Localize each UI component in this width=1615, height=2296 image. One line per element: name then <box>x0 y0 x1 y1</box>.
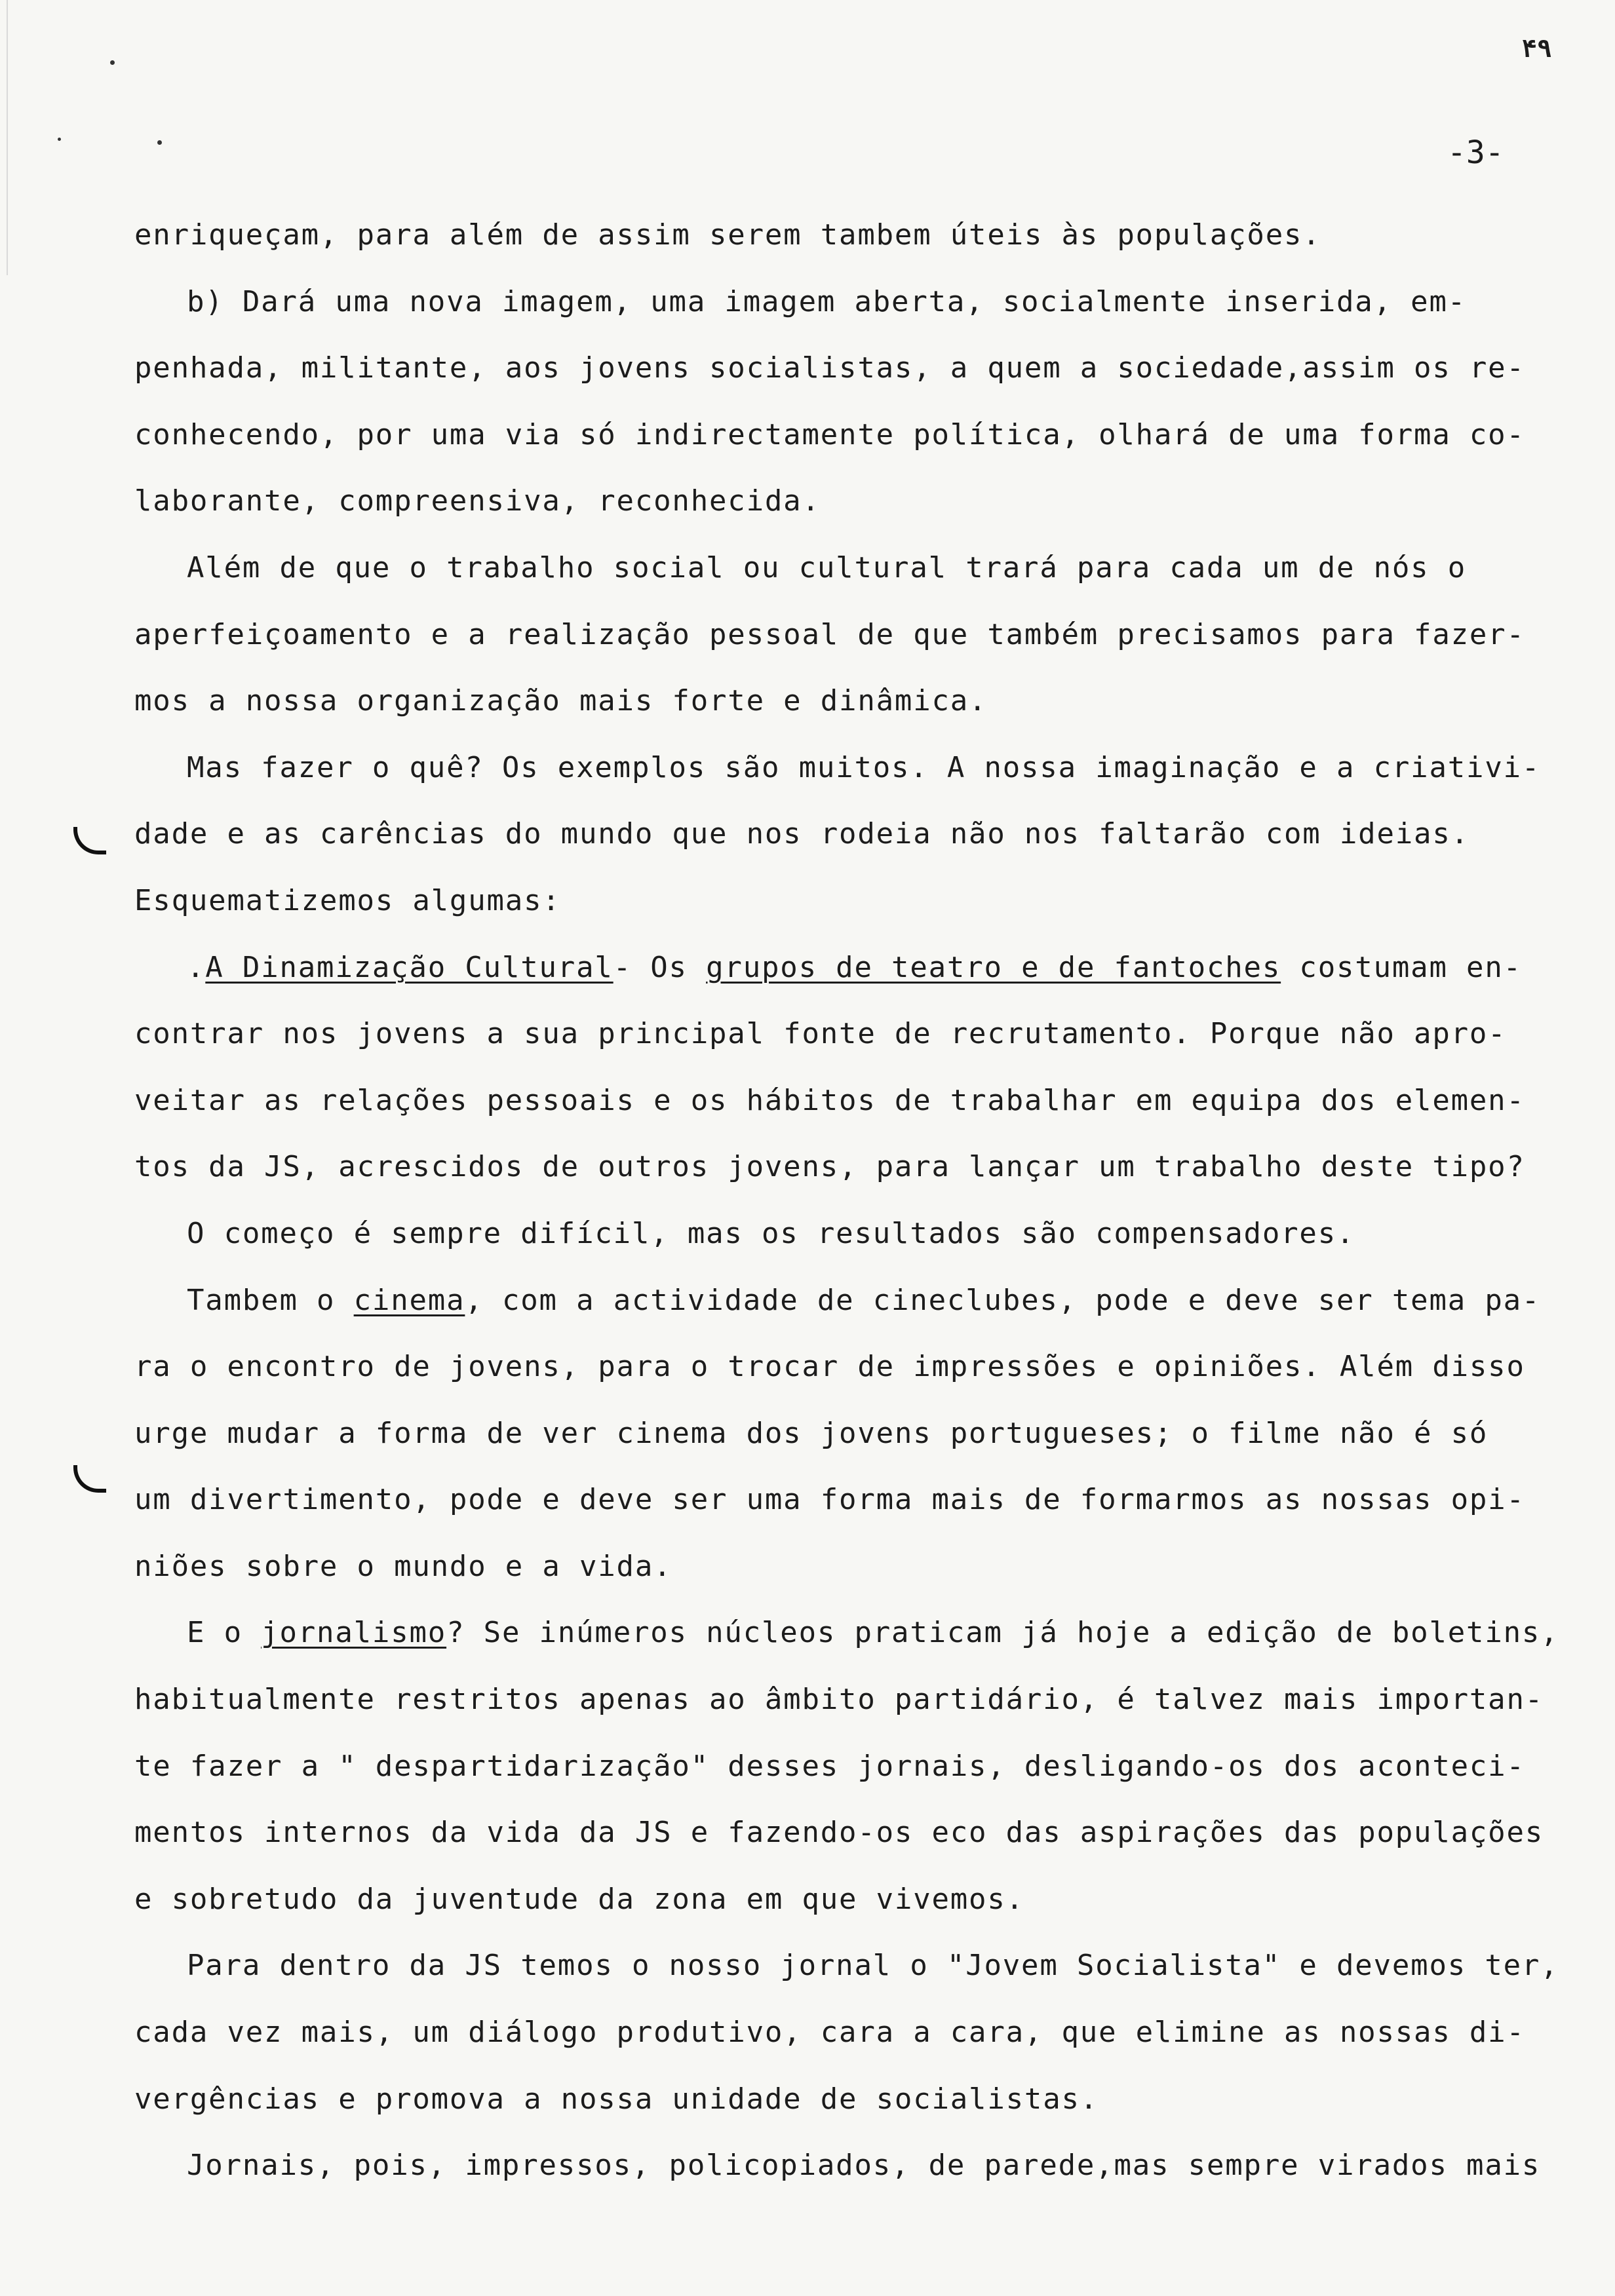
underlined-phrase: jornalismo <box>261 1616 447 1650</box>
text-line: tos da JS, acrescidos de outros jovens, para lançar um trabalho deste tipo? <box>134 1150 1525 1184</box>
text-line: veitar as relações pessoais e os hábitos de trabalhar em equipa dos elemen- <box>134 1083 1525 1117</box>
text-line: niões sobre o mundo e a vida. <box>134 1549 672 1583</box>
text-line: Esquematizemos algumas: <box>134 883 561 917</box>
text-line: b) Dará uma nova imagem, uma imagem aberta, socialmente inserida, em- <box>187 284 1467 318</box>
text-line: laborante, compreensiva, reconhecida. <box>134 484 821 518</box>
text-line: E o jornalismo? Se inúmeros núcleos praticam já hoje a edição de boletins, <box>187 1616 1559 1650</box>
speck-mark <box>157 140 162 145</box>
text-line: ra o encontro de jovens, para o trocar de impressões e opiniões. Além disso <box>134 1350 1525 1384</box>
text-line: O começo é sempre difícil, mas os resultados são compensadores. <box>187 1216 1355 1250</box>
text-line: dade e as carências do mundo que nos rodeia não nos faltarão com ideias. <box>134 817 1469 851</box>
text-line: urge mudar a forma de ver cinema dos jovens portugueses; o filme não é só <box>134 1416 1489 1450</box>
text-line: conhecendo, por uma via só indirectamente política, olhará de uma forma co- <box>134 417 1525 451</box>
page-number: -3- <box>1447 134 1504 171</box>
typed-text-body <box>134 202 1559 2199</box>
left-edge-rule <box>7 0 8 275</box>
underlined-phrase: A Dinamização Cultural <box>205 950 613 984</box>
text-line: Tambem o cinema, com a actividade de cineclubes, pode e deve ser tema pa- <box>187 1283 1541 1317</box>
underlined-phrase: cinema <box>353 1283 465 1317</box>
text-line: cada vez mais, um diálogo produtivo, cara a cara, que elimine as nossas di- <box>134 2016 1525 2050</box>
text-line: habitualmente restritos apenas ao âmbito partidário, é talvez mais importan- <box>134 1683 1544 1717</box>
text-line: Além de que o trabalho social ou cultural trará para cada um de nós o <box>187 550 1467 584</box>
text-line: Mas fazer o quê? Os exemplos são muitos. A nossa imaginação e a criativi- <box>187 750 1541 784</box>
text-line: Jornais, pois, impressos, policopiados, de parede,mas sempre virados mais <box>187 2149 1541 2183</box>
text-line: enriqueçam, para além de assim serem tambem úteis às populações. <box>134 218 1321 252</box>
text-line: Para dentro da JS temos o nosso jornal o "Jovem Socialista" e devemos ter, <box>187 1949 1559 1983</box>
underlined-phrase: grupos de teatro e de fantoches <box>706 950 1281 984</box>
margin-check-mark <box>73 1465 106 1493</box>
archive-number: ۴۹ <box>1522 34 1552 63</box>
text-line: e sobretudo da juventude da zona em que vivemos. <box>134 1882 1024 1916</box>
text-line: um divertimento, pode e deve ser uma forma mais de formarmos as nossas opi- <box>134 1483 1525 1517</box>
text-line: contrar nos jovens a sua principal fonte de recrutamento. Porque não apro- <box>134 1017 1507 1051</box>
text-line: mentos internos da vida da JS e fazendo-os eco das aspirações das populações <box>134 1816 1544 1850</box>
text-line: aperfeiçoamento e a realização pessoal de que também precisamos para fazer- <box>134 617 1525 651</box>
text-line: te fazer a " despartidarização" desses jornais, desligando-os dos aconteci- <box>134 1749 1525 1783</box>
text-line: vergências e promova a nossa unidade de socialistas. <box>134 2082 1099 2116</box>
text-line: penhada, militante, aos jovens socialistas, a quem a sociedade,assim os re- <box>134 351 1525 385</box>
text-line: mos a nossa organização mais forte e dinâmica. <box>134 684 988 718</box>
text-line: .A Dinamização Cultural- Os grupos de teatro e de fantoches costumam en- <box>187 950 1522 984</box>
speck-mark <box>58 138 61 141</box>
speck-mark <box>110 60 115 65</box>
margin-check-mark <box>73 827 106 854</box>
